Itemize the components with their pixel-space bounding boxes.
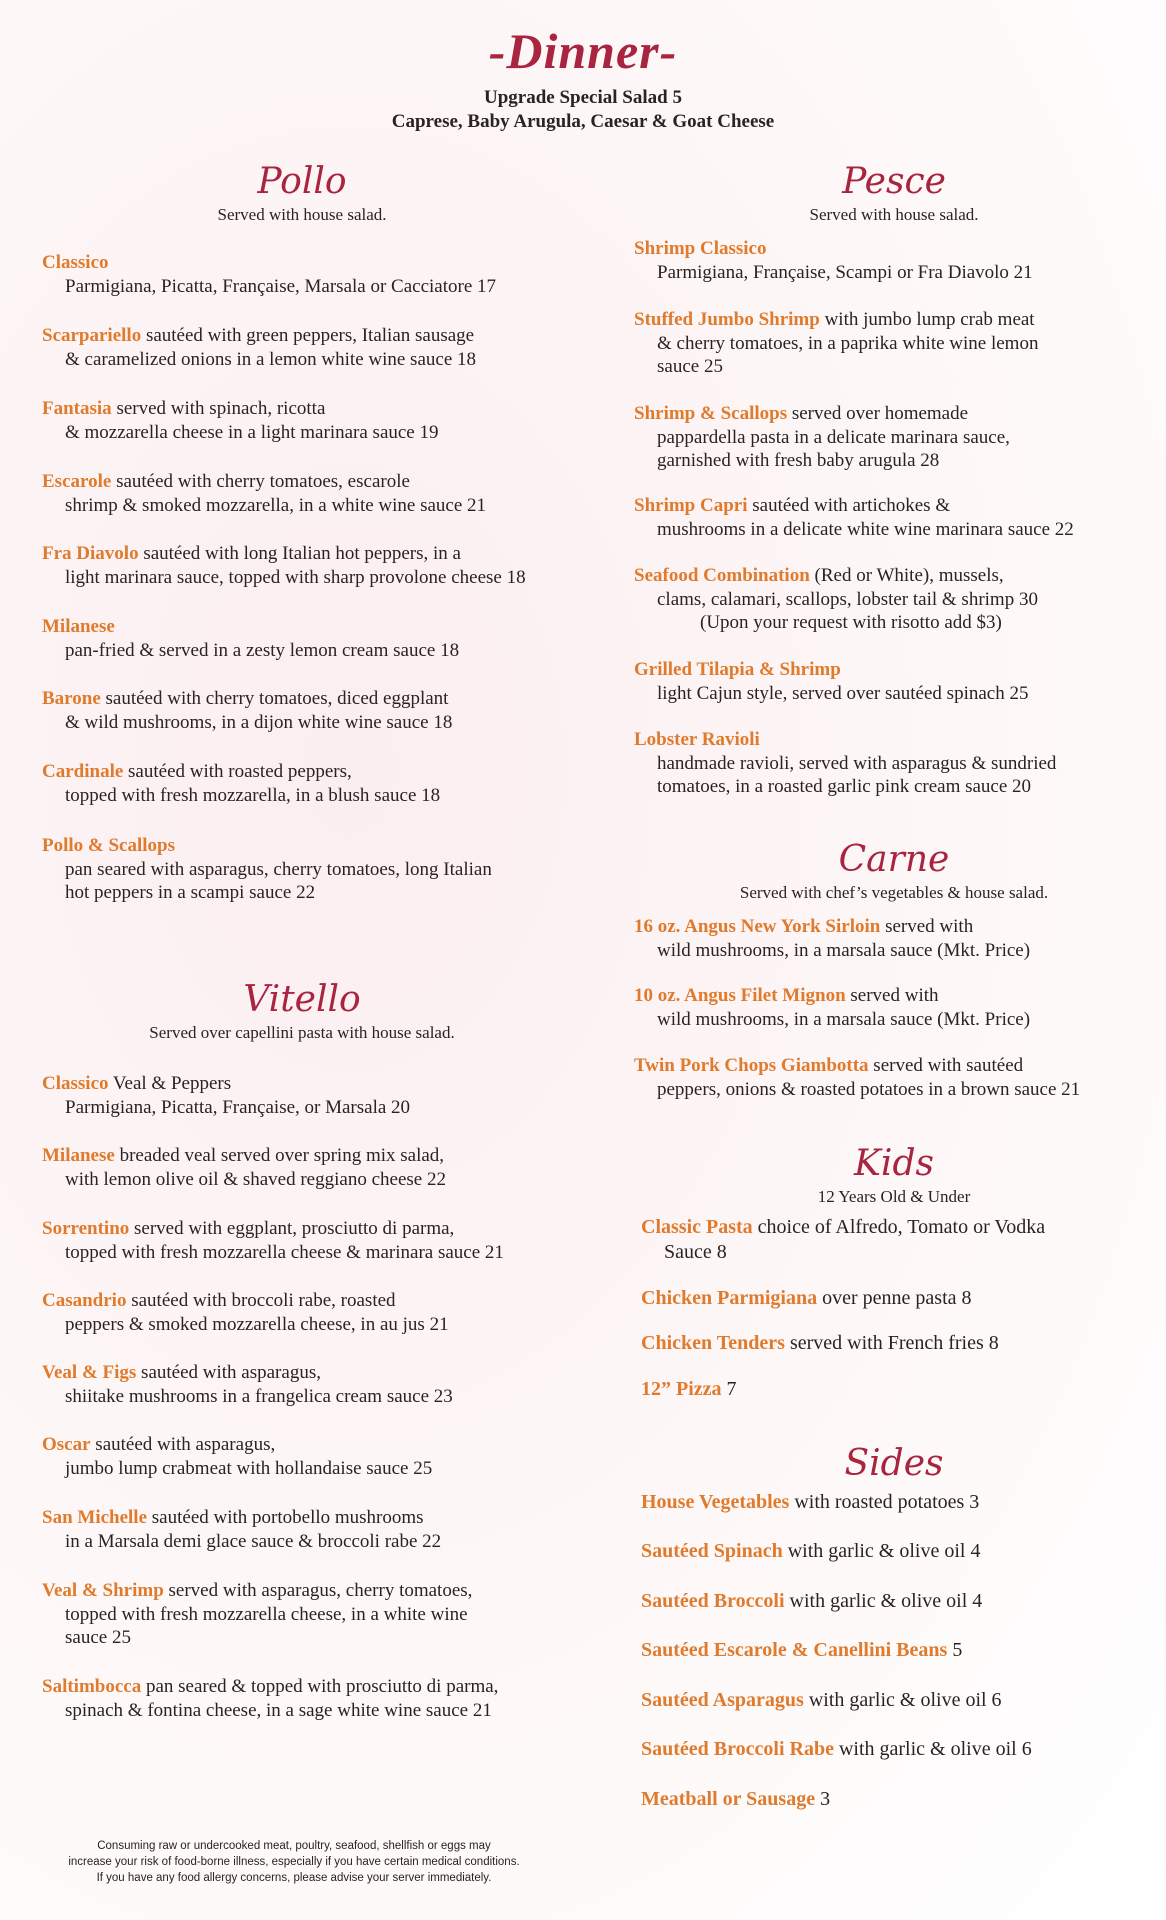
item-desc: served with French fries 8 — [784, 1332, 999, 1354]
item-desc: breaded veal served over spring mix salad, — [114, 1145, 445, 1166]
upgrade-line-1: Upgrade Special Salad 5 — [484, 87, 682, 108]
item-desc: sautéed with asparagus, — [90, 1434, 276, 1455]
menu-item — [42, 834, 562, 905]
section-title-pesce: Pesce — [842, 161, 946, 202]
menu-item — [42, 397, 562, 444]
item-desc: served with — [845, 985, 939, 1006]
menu-item — [42, 324, 562, 371]
item-name: Seafood Combination — [634, 565, 810, 586]
item-detail: Parmigiana, Picatta, Française, or Marsala 20 — [65, 1096, 411, 1118]
item-detail: sauce 25 — [65, 1627, 131, 1648]
item-desc: 7 — [721, 1378, 737, 1400]
item-detail: wild mushrooms, in a marsala sauce (Mkt. Price) — [657, 939, 1031, 961]
menu-item — [634, 237, 1154, 284]
item-detail: wild mushrooms, in a marsala sauce (Mkt. Price) — [657, 1008, 1031, 1030]
item-detail: Parmigiana, Picatta, Française, Marsala or Cacciatore 17 — [65, 275, 497, 297]
item-name: Lobster Ravioli — [634, 729, 760, 750]
item-detail: & caramelized onions in a lemon white wine sauce 18 — [65, 348, 477, 370]
item-desc: with garlic & olive oil 6 — [833, 1738, 1032, 1760]
item-detail: topped with fresh mozzarella cheese, in a white wine — [65, 1603, 468, 1625]
item-detail: & cherry tomatoes, in a paprika white wine lemon — [657, 332, 1039, 354]
section-subtitle-carne: Served with chef’s vegetables & house salad. — [739, 883, 1049, 902]
menu-item — [641, 1737, 1161, 1762]
item-detail: clams, calamari, scallops, lobster tail & shrimp 30 — [657, 588, 1038, 610]
item-detail: pan seared with asparagus, cherry tomatoes, long Italian — [65, 858, 492, 880]
menu-item — [42, 1506, 562, 1553]
item-detail: topped with fresh mozzarella cheese & marinara sauce 21 — [65, 1241, 504, 1263]
item-name: Sautéed Broccoli — [641, 1590, 785, 1612]
item-detail: Sauce 8 — [664, 1241, 727, 1263]
item-detail: tomatoes, in a roasted garlic pink cream sauce 20 — [657, 776, 1032, 797]
item-detail: shrimp & smoked mozzarella, in a white wine sauce 21 — [65, 494, 487, 516]
item-desc: choice of Alfredo, Tomato or Vodka — [752, 1216, 1046, 1238]
menu-item — [634, 658, 1154, 705]
item-detail: in a Marsala demi glace sauce & broccoli rabe 22 — [65, 1530, 442, 1552]
item-name: Sautéed Asparagus — [641, 1689, 804, 1711]
item-detail: garnished with fresh baby arugula 28 — [657, 450, 940, 471]
menu-item — [42, 1144, 562, 1191]
item-name: Milanese — [42, 616, 115, 637]
item-desc: sautéed with artichokes & — [747, 495, 951, 516]
item-detail: topped with fresh mozzarella, in a blush sauce 18 — [65, 784, 441, 806]
item-name: House Vegetables — [641, 1491, 790, 1513]
item-desc: served over homemade — [787, 403, 969, 424]
menu-item — [641, 1589, 1161, 1614]
item-name: Pollo & Scallops — [42, 835, 176, 856]
item-detail: mushrooms in a delicate white wine marinara sauce 22 — [657, 518, 1074, 540]
item-detail: jumbo lump crabmeat with hollandaise sauce 25 — [65, 1457, 433, 1479]
item-name: Stuffed Jumbo Shrimp — [634, 309, 820, 330]
item-name: Casandrio — [42, 1290, 127, 1311]
menu-item — [42, 1072, 562, 1119]
item-desc: 5 — [947, 1639, 963, 1661]
menu-item — [42, 1579, 562, 1650]
menu-item — [42, 1433, 562, 1480]
item-desc: sautéed with asparagus, — [136, 1362, 321, 1383]
item-name: Veal & Figs — [42, 1362, 137, 1383]
item-desc: sautéed with broccoli rabe, roasted — [126, 1290, 396, 1311]
item-note: (Upon your request with risotto add $3) — [700, 612, 1002, 633]
item-desc: served with sautéed — [868, 1055, 1024, 1076]
item-desc: with jumbo lump crab meat — [819, 309, 1035, 330]
disclaimer-line-3: If you have any food allergy concerns, please advise your server immediately. — [96, 1872, 492, 1884]
menu-item — [641, 1688, 1161, 1713]
item-name: Escarole — [42, 471, 112, 492]
item-name: Sautéed Escarole & Canellini Beans — [641, 1639, 948, 1661]
item-desc: 3 — [815, 1788, 831, 1810]
item-name: Sorrentino — [42, 1218, 130, 1239]
section-subtitle-vitello: Served over capellini pasta with house salad. — [149, 1023, 455, 1042]
item-desc: pan seared & topped with prosciutto di parma, — [141, 1676, 499, 1697]
menu-item — [42, 1217, 562, 1264]
section-pollo — [42, 160, 562, 226]
item-desc: served with — [880, 916, 974, 937]
disclaimer-line-2: increase your risk of food-borne illness, especially if you have certain medical conditions. — [68, 1856, 520, 1868]
item-detail: Parmigiana, Française, Scampi or Fra Diavolo 21 — [657, 261, 1033, 283]
menu-item — [634, 402, 1154, 473]
item-detail: light Cajun style, served over sautéed spinach 25 — [657, 682, 1029, 704]
item-desc: Veal & Peppers — [108, 1073, 232, 1094]
item-name: Scarpariello — [42, 325, 142, 346]
menu-item — [641, 1490, 1161, 1515]
item-name: Meatball or Sausage — [641, 1788, 816, 1810]
section-pesce — [634, 160, 1154, 226]
disclaimer-line-1: Consuming raw or undercooked meat, poultry, seafood, shellfish or eggs may — [97, 1840, 491, 1852]
menu-item — [634, 1054, 1154, 1101]
item-name: Grilled Tilapia & Shrimp — [634, 659, 841, 680]
menu-item — [42, 470, 562, 517]
section-subtitle-pollo: Served with house salad. — [217, 205, 387, 224]
item-detail: with lemon olive oil & shaved reggiano cheese 22 — [65, 1168, 446, 1190]
item-name: Classico — [42, 1073, 109, 1094]
menu-item — [634, 984, 1154, 1031]
item-desc: sautéed with cherry tomatoes, escarole — [111, 471, 410, 492]
allergy-disclaimer — [34, 1838, 554, 1886]
menu-item — [641, 1638, 1161, 1663]
menu-item — [634, 308, 1154, 379]
item-desc: with garlic & olive oil 4 — [782, 1540, 981, 1562]
item-name: Chicken Tenders — [641, 1332, 785, 1354]
menu-item — [42, 760, 562, 807]
item-detail: & mozzarella cheese in a light marinara sauce 19 — [65, 421, 439, 443]
menu-item — [42, 687, 562, 734]
item-name: Fra Diavolo — [42, 543, 139, 564]
item-name: Chicken Parmigiana — [641, 1287, 818, 1309]
item-name: Milanese — [42, 1145, 115, 1166]
section-carne — [634, 838, 1154, 904]
item-desc: sautéed with cherry tomatoes, diced eggplant — [100, 688, 449, 709]
menu-item — [42, 1289, 562, 1336]
section-subtitle-kids: 12 Years Old & Under — [817, 1187, 971, 1206]
menu-item — [641, 1539, 1161, 1564]
menu-item — [42, 542, 562, 589]
menu-item — [42, 1675, 562, 1722]
section-subtitle-pesce: Served with house salad. — [809, 205, 979, 224]
item-name: Veal & Shrimp — [42, 1580, 164, 1601]
item-desc: sautéed with portobello mushrooms — [147, 1507, 424, 1528]
section-kids — [634, 1142, 1154, 1208]
item-name: Twin Pork Chops Giambotta — [634, 1055, 869, 1076]
item-name: Sautéed Broccoli Rabe — [641, 1738, 834, 1760]
item-name: 16 oz. Angus New York Sirloin — [634, 916, 881, 937]
menu-item — [641, 1286, 1161, 1311]
item-desc: sautéed with long Italian hot peppers, in a — [138, 543, 461, 564]
item-name: Classico — [42, 252, 109, 273]
menu-item — [42, 1361, 562, 1408]
menu-item — [641, 1377, 1161, 1402]
menu-item — [634, 494, 1154, 541]
menu-title: -Dinner- — [488, 23, 678, 79]
item-detail: pan-fried & served in a zesty lemon cream sauce 18 — [65, 639, 460, 661]
item-desc: over penne pasta 8 — [817, 1287, 972, 1309]
menu-item — [641, 1787, 1161, 1812]
menu-item — [641, 1331, 1161, 1356]
item-desc: served with eggplant, prosciutto di parma, — [129, 1218, 455, 1239]
section-title-vitello: Vitello — [243, 979, 361, 1020]
upgrade-salad-note — [0, 86, 1166, 134]
menu-item — [42, 615, 562, 662]
section-title-kids: Kids — [854, 1143, 934, 1184]
item-name: 10 oz. Angus Filet Mignon — [634, 985, 846, 1006]
item-desc: served with spinach, ricotta — [111, 398, 326, 419]
section-sides — [634, 1442, 1154, 1486]
item-name: Classic Pasta — [641, 1216, 753, 1238]
item-detail: sauce 25 — [657, 356, 723, 377]
item-desc: (Red or White), mussels, — [809, 565, 1004, 586]
item-name: Shrimp Capri — [634, 495, 748, 516]
item-name: Barone — [42, 688, 101, 709]
item-desc: with garlic & olive oil 6 — [803, 1689, 1002, 1711]
item-desc: sautéed with green peppers, Italian sausage — [141, 325, 475, 346]
item-name: Oscar — [42, 1434, 91, 1455]
menu-item — [634, 915, 1154, 962]
item-detail: hot peppers in a scampi sauce 22 — [65, 882, 316, 903]
menu-item — [634, 728, 1154, 799]
item-desc: with roasted potatoes 3 — [789, 1491, 980, 1513]
item-detail: peppers & smoked mozzarella cheese, in au jus 21 — [65, 1313, 449, 1335]
item-desc: served with asparagus, cherry tomatoes, — [163, 1580, 473, 1601]
menu-item — [634, 564, 1154, 635]
item-name: 12” Pizza — [641, 1378, 722, 1400]
item-desc: with garlic & olive oil 4 — [784, 1590, 983, 1612]
section-title-sides: Sides — [844, 1443, 944, 1484]
section-title-pollo: Pollo — [257, 161, 347, 202]
item-detail: handmade ravioli, served with asparagus & sundried — [657, 752, 1057, 774]
item-detail: & wild mushrooms, in a dijon white wine sauce 18 — [65, 711, 453, 733]
item-detail: pappardella pasta in a delicate marinara sauce, — [657, 426, 1010, 448]
item-desc: sautéed with roasted peppers, — [123, 761, 352, 782]
item-name: Cardinale — [42, 761, 124, 782]
section-title-carne: Carne — [838, 839, 950, 880]
section-vitello — [42, 978, 562, 1044]
item-name: Saltimbocca — [42, 1676, 142, 1697]
item-name: Shrimp Classico — [634, 238, 767, 259]
item-name: Fantasia — [42, 398, 112, 419]
item-name: San Michelle — [42, 1507, 148, 1528]
item-name: Sautéed Spinach — [641, 1540, 783, 1562]
upgrade-line-2: Caprese, Baby Arugula, Caesar & Goat Cheese — [391, 111, 775, 132]
menu-item — [641, 1215, 1161, 1265]
item-detail: shiitake mushrooms in a frangelica cream sauce 23 — [65, 1385, 453, 1407]
item-name: Shrimp & Scallops — [634, 403, 788, 424]
item-detail: light marinara sauce, topped with sharp provolone cheese 18 — [65, 566, 526, 588]
item-detail: spinach & fontina cheese, in a sage white wine sauce 21 — [65, 1699, 492, 1721]
item-detail: peppers, onions & roasted potatoes in a brown sauce 21 — [657, 1078, 1081, 1100]
menu-item — [42, 251, 562, 298]
